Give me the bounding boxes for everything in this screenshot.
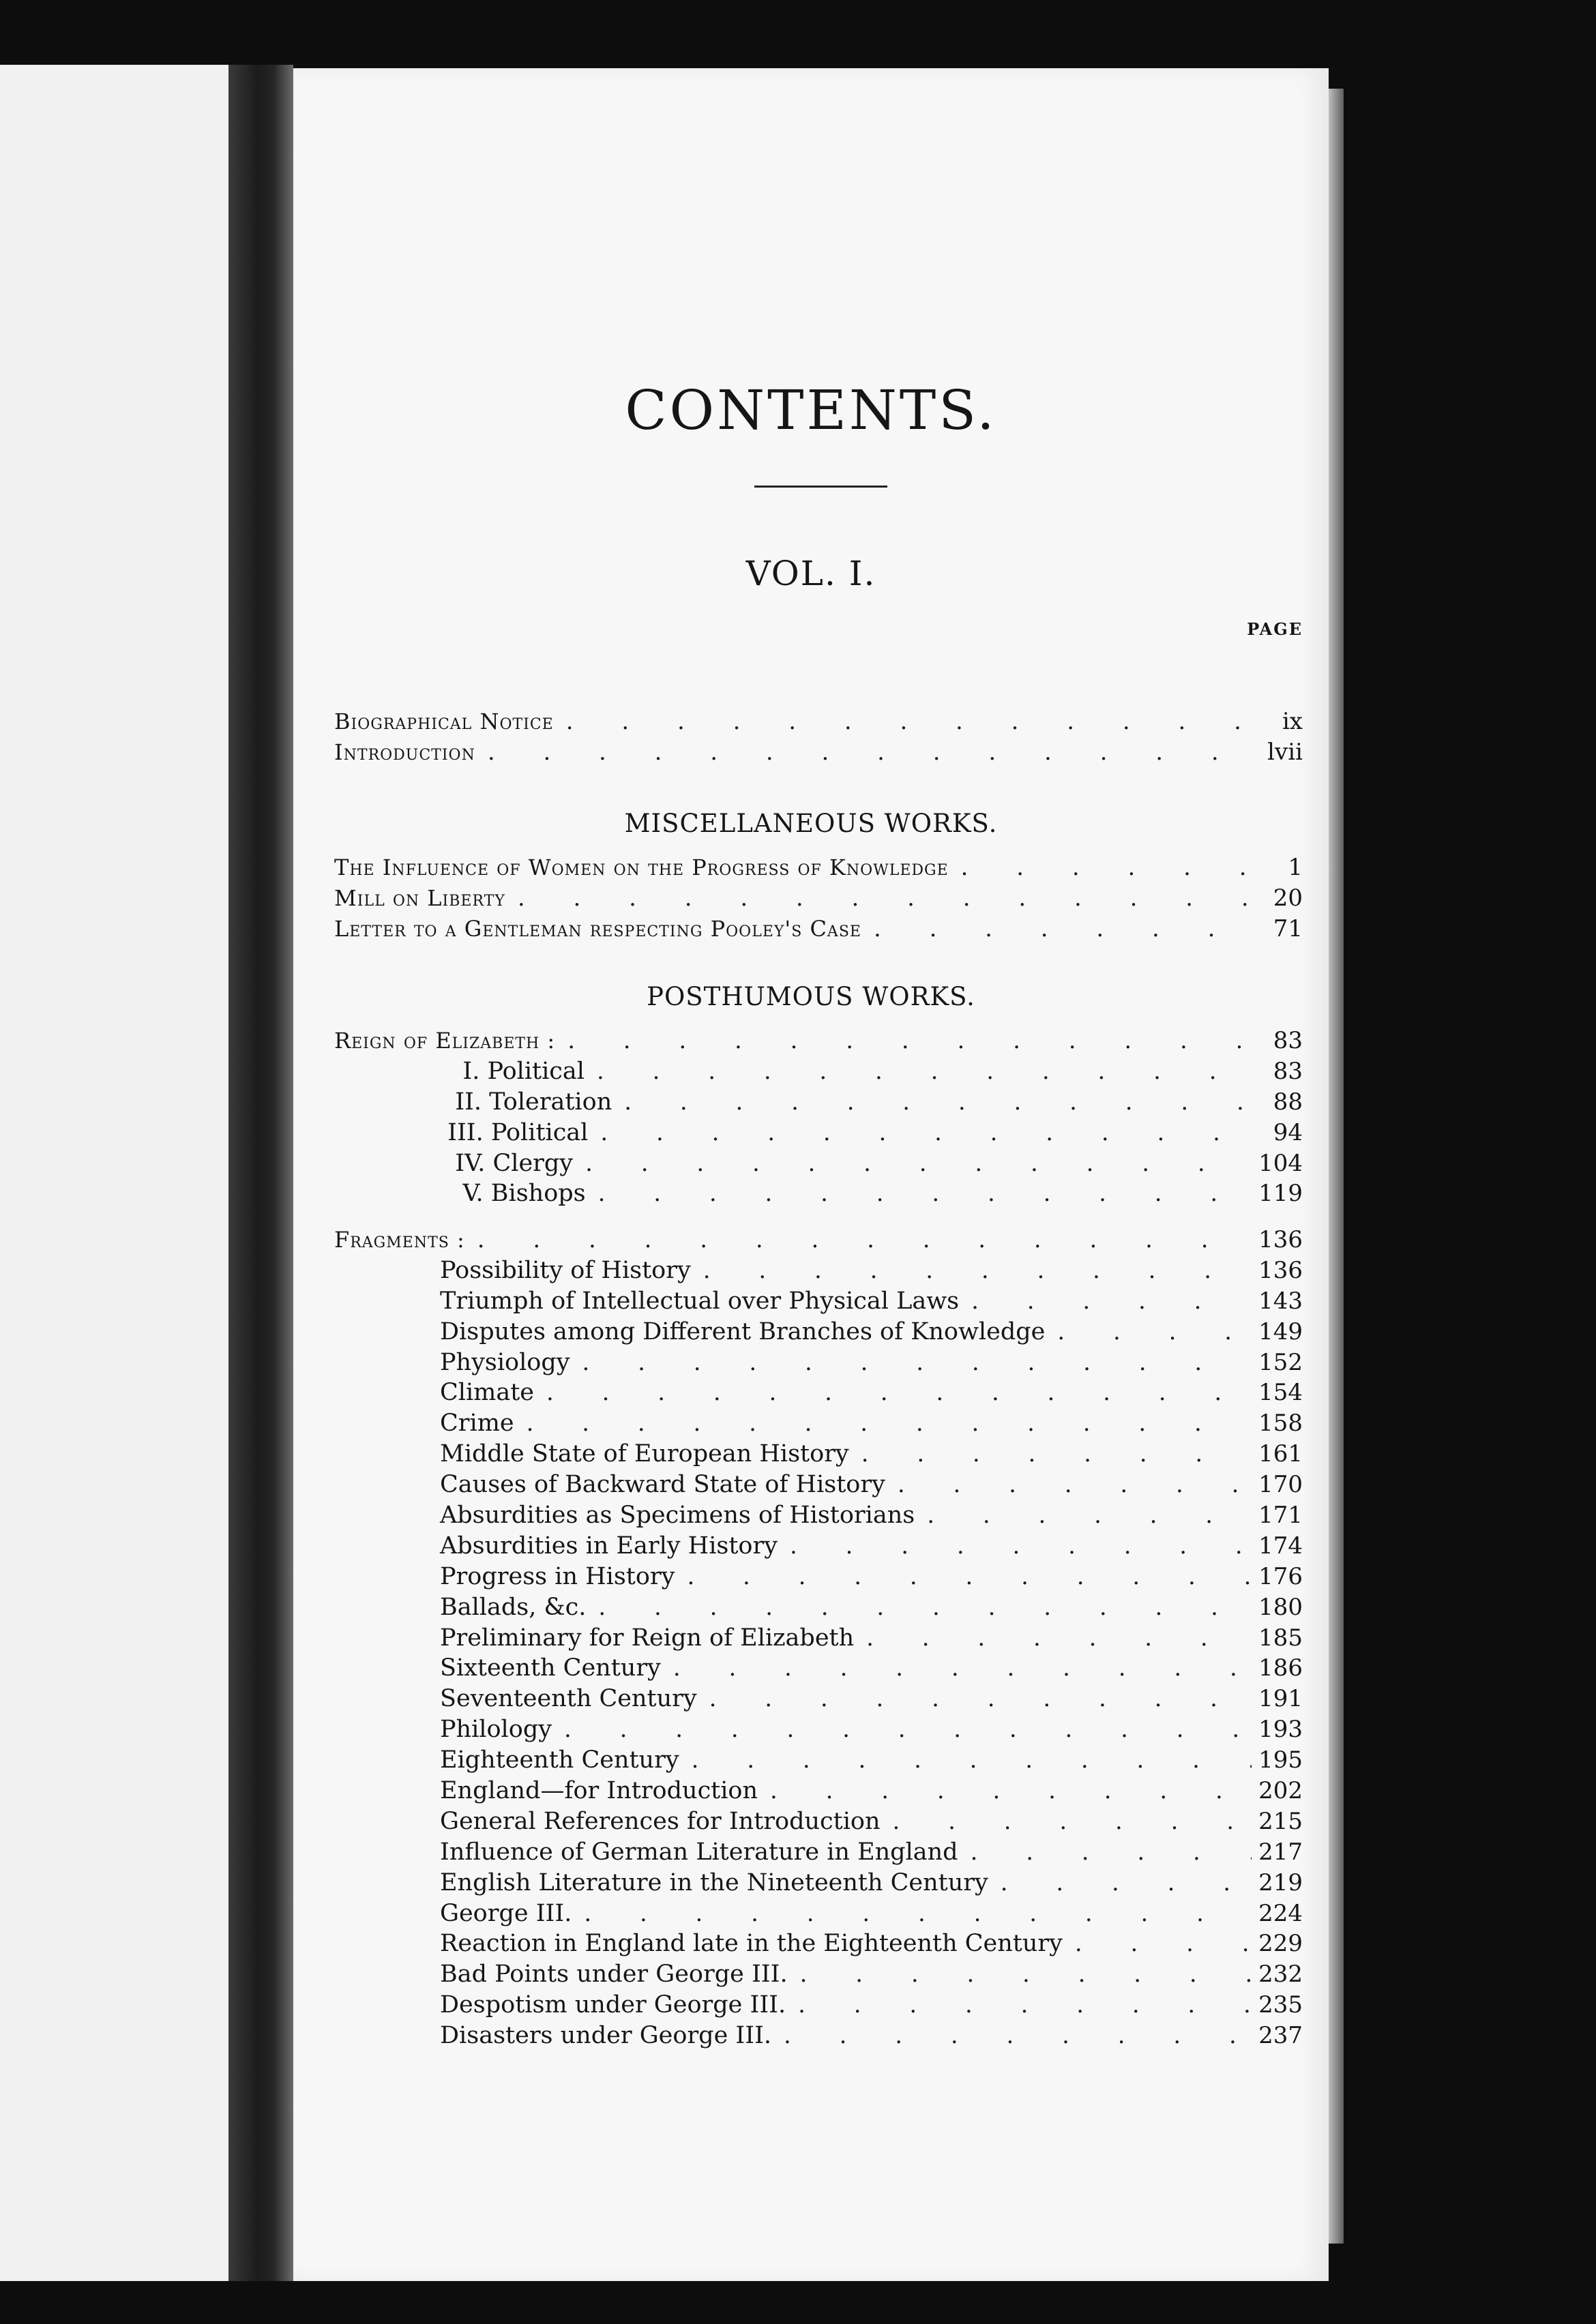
leader-dots — [1057, 1317, 1252, 1347]
leader-dots — [770, 1776, 1252, 1806]
toc-entry-page: 83 — [1273, 1057, 1303, 1085]
toc-subentry[interactable] — [334, 1592, 1303, 1623]
toc-entry-page: 171 — [1258, 1502, 1303, 1530]
leader-dots — [546, 1377, 1252, 1408]
toc-subentry[interactable] — [334, 1868, 1303, 1898]
toc-entry[interactable] — [334, 852, 1303, 883]
toc-entry-page: 180 — [1258, 1593, 1303, 1621]
toc-entry-page: 161 — [1258, 1440, 1303, 1468]
toc-entry-page: 104 — [1258, 1149, 1303, 1177]
facing-page-edge — [0, 65, 228, 2281]
leader-dots — [624, 1087, 1255, 1118]
toc-subentry[interactable] — [334, 1928, 1303, 1959]
toc-subentry[interactable] — [334, 1087, 1303, 1118]
toc-entry-label: English Literature in the Nineteenth Century — [440, 1868, 988, 1896]
toc-entry-page: 20 — [1273, 884, 1303, 912]
toc-entry-label: Possibility of History — [440, 1256, 691, 1284]
toc-entry-page: 215 — [1258, 1807, 1303, 1835]
leader-dots — [600, 1118, 1255, 1148]
toc-entry-label: Sixteenth Century — [440, 1654, 661, 1682]
toc-entry-label: Despotism under George III. — [440, 1991, 786, 2019]
prelims-list — [334, 706, 1303, 768]
toc-entry-page: 154 — [1258, 1379, 1303, 1407]
book-gutter — [228, 65, 293, 2281]
toc-entry-label: Reign of Elizabeth : — [334, 1028, 556, 1054]
toc-entry-page: 229 — [1258, 1930, 1303, 1958]
leader-dots — [673, 1653, 1252, 1684]
leader-dots — [1001, 1868, 1252, 1898]
toc-entry-page: 224 — [1258, 1899, 1303, 1927]
toc-entry-label: I. Political — [440, 1057, 585, 1085]
toc-entry-page: ix — [1282, 708, 1303, 735]
toc-entry-label: Crime — [440, 1410, 514, 1437]
toc-entry-page: 235 — [1258, 1991, 1303, 2019]
toc-entry-label: Influence of German Literature in England — [440, 1838, 958, 1866]
leader-dots — [687, 1562, 1252, 1592]
toc-entry-page: 174 — [1258, 1532, 1303, 1560]
toc-entry-page: 191 — [1258, 1685, 1303, 1713]
leader-dots — [585, 1148, 1252, 1179]
toc-entry-label: Mill on Liberty — [334, 884, 505, 911]
toc-entry-label: Disputes among Different Branches of Knowledge — [440, 1317, 1046, 1345]
toc-entry-label: Philology — [440, 1716, 552, 1744]
leader-dots — [566, 706, 1255, 737]
toc-entry-label: England—for Introduction — [440, 1777, 758, 1805]
toc-entry-label: Middle State of European History — [440, 1440, 849, 1468]
toc-entry-label: The Influence of Women on the Progress of Knowledge — [334, 854, 949, 880]
leader-dots — [971, 1837, 1252, 1868]
toc-entry-page: 94 — [1273, 1118, 1303, 1146]
toc-subentry[interactable] — [334, 1531, 1303, 1562]
page-column-label: PAGE — [1247, 619, 1303, 639]
toc-subentry[interactable] — [334, 1806, 1303, 1837]
section-heading-posthumous: POSTHUMOUS WORKS. — [647, 982, 975, 1011]
toc-subentry[interactable] — [334, 1148, 1303, 1179]
toc-entry-page: 232 — [1258, 1961, 1303, 1988]
toc-subentry[interactable] — [334, 1439, 1303, 1470]
toc-entry-label: Ballads, &c. — [440, 1593, 587, 1621]
leader-dots — [800, 1959, 1252, 1990]
toc-entry-label: Causes of Backward State of History — [440, 1471, 885, 1499]
leader-dots — [598, 1592, 1252, 1623]
toc-entry-page: 152 — [1258, 1348, 1303, 1376]
toc-entry-page: 158 — [1258, 1410, 1303, 1437]
toc-subentry[interactable] — [334, 1990, 1303, 2021]
toc-subentry[interactable] — [334, 1056, 1303, 1087]
toc-entry-page: 237 — [1258, 2022, 1303, 2050]
toc-entry-label: II. Toleration — [440, 1088, 612, 1116]
toc-entry-page: lvii — [1267, 738, 1303, 766]
toc-subentry[interactable] — [334, 1500, 1303, 1531]
toc-subentry[interactable] — [334, 1959, 1303, 1990]
toc-entry-label: Eighteenth Century — [440, 1746, 679, 1774]
toc-entry-label: Fragments : — [334, 1227, 465, 1253]
leader-dots — [582, 1347, 1252, 1378]
toc-entry-label: IV. Clergy — [440, 1149, 574, 1177]
leader-dots — [488, 737, 1255, 768]
leader-dots — [893, 1806, 1252, 1837]
toc-entry-label: III. Political — [440, 1118, 589, 1146]
toc-entry-page: 219 — [1258, 1868, 1303, 1896]
leader-dots — [477, 1225, 1252, 1255]
leader-dots — [1075, 1928, 1252, 1959]
miscellaneous-list — [334, 852, 1303, 944]
toc-entry-label: Seventeenth Century — [440, 1685, 697, 1713]
toc-entry[interactable] — [334, 883, 1303, 914]
toc-subentry[interactable] — [334, 1776, 1303, 1806]
toc-entry-page: 202 — [1258, 1777, 1303, 1805]
toc-entry-page: 136 — [1258, 1226, 1303, 1253]
toc-entry-page: 136 — [1258, 1256, 1303, 1284]
toc-entry-label: Bad Points under George III. — [440, 1961, 788, 1988]
toc-subentry[interactable] — [334, 1653, 1303, 1684]
toc-entry-page: 149 — [1258, 1317, 1303, 1345]
leader-dots — [961, 852, 1255, 883]
toc-subentry[interactable] — [334, 1623, 1303, 1654]
toc-entry-page: 170 — [1258, 1471, 1303, 1499]
toc-entry-label: Reaction in England late in the Eighteenth Century — [440, 1930, 1063, 1958]
toc-entry-page: 143 — [1258, 1287, 1303, 1315]
leader-dots — [784, 2021, 1252, 2051]
toc-subentry[interactable] — [334, 1898, 1303, 1929]
toc-entry-page: 193 — [1258, 1716, 1303, 1744]
toc-entry-page: 185 — [1258, 1624, 1303, 1652]
leader-dots — [861, 1439, 1252, 1470]
section-heading-miscellaneous: MISCELLANEOUS WORKS. — [624, 809, 998, 838]
toc-entry-label: Physiology — [440, 1348, 570, 1376]
toc-subentry[interactable] — [334, 1562, 1303, 1592]
toc-entry-page: 195 — [1258, 1746, 1303, 1774]
toc-entry-reign-of-elizabeth[interactable] — [334, 1026, 1303, 1056]
toc-entry-label: Absurdities as Specimens of Historians — [440, 1502, 915, 1530]
leader-dots — [597, 1056, 1255, 1087]
toc-entry-label: Introduction — [334, 739, 475, 765]
toc-entry-label: Triumph of Intellectual over Physical Laws — [440, 1287, 960, 1315]
leader-dots — [898, 1470, 1252, 1500]
toc-entry-label: George III. — [440, 1899, 572, 1927]
toc-entry-page: 1 — [1288, 854, 1303, 881]
leader-dots — [703, 1255, 1252, 1286]
toc-subentry[interactable] — [334, 1317, 1303, 1347]
page-title: CONTENTS. — [625, 378, 997, 442]
toc-entry-page: 176 — [1258, 1562, 1303, 1590]
fragments-list — [334, 1225, 1303, 2051]
toc-subentry[interactable] — [334, 1286, 1303, 1317]
leader-dots — [866, 1623, 1252, 1654]
leader-dots — [564, 1714, 1252, 1745]
toc-entry-fragments[interactable] — [334, 1225, 1303, 1255]
leader-dots — [584, 1898, 1252, 1929]
toc-entry-label: Biographical Notice — [334, 709, 554, 734]
toc-entry-label: V. Bishops — [440, 1180, 586, 1208]
toc-subentry[interactable] — [334, 1255, 1303, 1286]
leader-dots — [527, 1408, 1252, 1439]
contents-page — [293, 68, 1329, 2281]
reign-of-elizabeth-list — [334, 1026, 1303, 1209]
leader-dots — [927, 1500, 1252, 1531]
toc-entry-page: 186 — [1258, 1654, 1303, 1682]
toc-entry-page: 88 — [1273, 1088, 1303, 1116]
toc-entry-introduction[interactable] — [334, 737, 1303, 768]
toc-subentry[interactable] — [334, 1408, 1303, 1439]
toc-entry-label: Preliminary for Reign of Elizabeth — [440, 1624, 855, 1652]
toc-entry-page: 217 — [1258, 1838, 1303, 1866]
toc-subentry[interactable] — [334, 1684, 1303, 1714]
toc-entry-page: 71 — [1273, 914, 1303, 942]
toc-subentry[interactable] — [334, 2021, 1303, 2051]
toc-subentry[interactable] — [334, 1178, 1303, 1209]
toc-subentry[interactable] — [334, 1470, 1303, 1500]
toc-subentry[interactable] — [334, 1347, 1303, 1378]
volume-heading: VOL. I. — [745, 554, 876, 593]
toc-entry-label: Letter to a Gentleman respecting Pooley's Case — [334, 915, 861, 942]
page-edge-shadow — [1329, 89, 1344, 2244]
title-rule — [754, 486, 887, 488]
toc-entry-page: 119 — [1258, 1180, 1303, 1208]
leader-dots — [518, 883, 1255, 914]
toc-entry-page: 83 — [1273, 1027, 1303, 1054]
toc-subentry[interactable] — [334, 1118, 1303, 1148]
leader-dots — [798, 1990, 1252, 2021]
leader-dots — [598, 1178, 1252, 1209]
toc-entry-label: Climate — [440, 1379, 535, 1407]
toc-subentry[interactable] — [334, 1745, 1303, 1776]
leader-dots — [790, 1531, 1252, 1562]
toc-subentry[interactable] — [334, 1837, 1303, 1868]
toc-entry-label: Progress in History — [440, 1562, 675, 1590]
leader-dots — [709, 1684, 1252, 1714]
toc-entry-label: Disasters under George III. — [440, 2022, 772, 2050]
leader-dots — [567, 1026, 1255, 1056]
leader-dots — [874, 914, 1255, 944]
toc-entry-label: Absurdities in Early History — [440, 1532, 778, 1560]
toc-subentry[interactable] — [334, 1377, 1303, 1408]
toc-entry[interactable] — [334, 914, 1303, 944]
leader-dots — [692, 1745, 1252, 1776]
toc-entry-biographical-notice[interactable] — [334, 706, 1303, 737]
toc-subentry[interactable] — [334, 1714, 1303, 1745]
leader-dots — [971, 1286, 1252, 1317]
toc-entry-label: General References for Introduction — [440, 1807, 881, 1835]
